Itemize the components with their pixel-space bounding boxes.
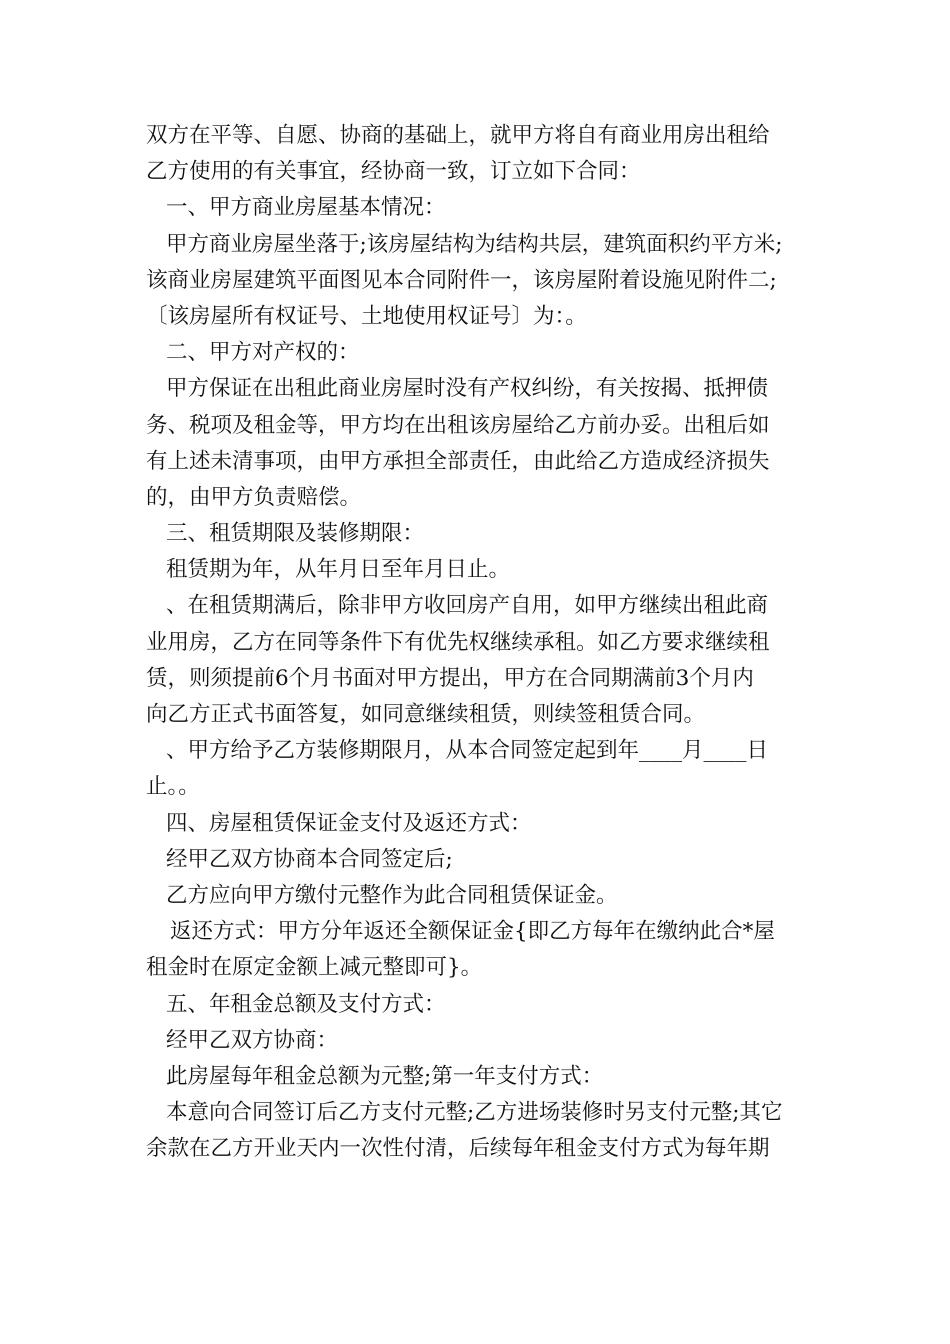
text-line: 余款在乙方开业天内一次性付清，后续每年租金支付方式为每年期 bbox=[146, 1136, 770, 1162]
contract-body bbox=[146, 118, 811, 1167]
text-line: 经甲乙双方协商本合同签定后; bbox=[166, 846, 453, 872]
text-line: 向乙方正式书面答复，如同意继续租赁，则续签租赁合同。 bbox=[146, 702, 706, 727]
text-line: 租赁期为年，从年月日至年月日止。 bbox=[166, 557, 511, 583]
text-line: 止。。 bbox=[146, 774, 200, 800]
text-line: 务、税项及租金等，甲方均在出租该房屋给乙方前办妥。出租后如 bbox=[146, 412, 770, 438]
text-line: 本意向合同签订后乙方支付元整;乙方进场装修时另支付元整;其它 bbox=[166, 1100, 783, 1126]
text-line: 返还方式：甲方分年返还全额保证金{即乙方每年在缴纳此合*屋 bbox=[170, 919, 775, 945]
text-line: 的，由甲方负责赔偿。 bbox=[146, 484, 362, 510]
text-line: 赁，则须提前6个月书面对甲方提出，甲方在合同期满前3个月内 bbox=[146, 665, 754, 691]
section-heading: 四、房屋租赁保证金支付及返还方式： bbox=[166, 810, 532, 836]
text-line: 、在租赁期满后，除非甲方收回房产自用，如甲方继续出租此商 bbox=[166, 593, 769, 619]
text-line: 经甲乙双方协商： bbox=[166, 1027, 339, 1053]
text-line: 有上述未清事项，由甲方承担全部责任，由此给乙方造成经济损失 bbox=[146, 448, 770, 474]
section-heading: 一、甲方商业房屋基本情况： bbox=[166, 195, 446, 221]
text-line: 租金时在原定金额上减元整即可}。 bbox=[146, 955, 483, 981]
text-line: 、甲方给予乙方装修期限月，从本合同签定起到年____月____日 bbox=[166, 738, 769, 764]
text-line: 该商业房屋建筑平面图见本合同附件一，该房屋附着设施见附件二; bbox=[146, 267, 777, 293]
section-heading: 二、甲方对产权的： bbox=[166, 340, 360, 366]
text-line: 〔该房屋所有权证号、土地使用权证号〕为：。 bbox=[146, 303, 587, 329]
section-heading: 五、年租金总额及支付方式： bbox=[166, 991, 446, 1017]
text-line: 甲方商业房屋坐落于;该房屋结构为结构共层，建筑面积约平方米; bbox=[166, 231, 783, 257]
text-line: 甲方保证在出租此商业房屋时没有产权纠纷，有关按揭、抵押债 bbox=[166, 376, 769, 402]
section-heading: 三、租赁期限及装修期限： bbox=[166, 521, 425, 547]
text-line: 此房屋每年租金总额为元整;第一年支付方式： bbox=[166, 1063, 604, 1089]
text-line: 业用房，乙方在同等条件下有优先权继续承租。如乙方要求继续租 bbox=[146, 629, 770, 655]
text-line: 乙方使用的有关事宜，经协商一致，订立如下合同： bbox=[146, 159, 641, 185]
text-line: 双方在平等、自愿、协商的基础上，就甲方将自有商业用房出租给 bbox=[146, 123, 770, 148]
text-line: 乙方应向甲方缴付元整作为此合同租赁保证金。 bbox=[166, 882, 618, 908]
